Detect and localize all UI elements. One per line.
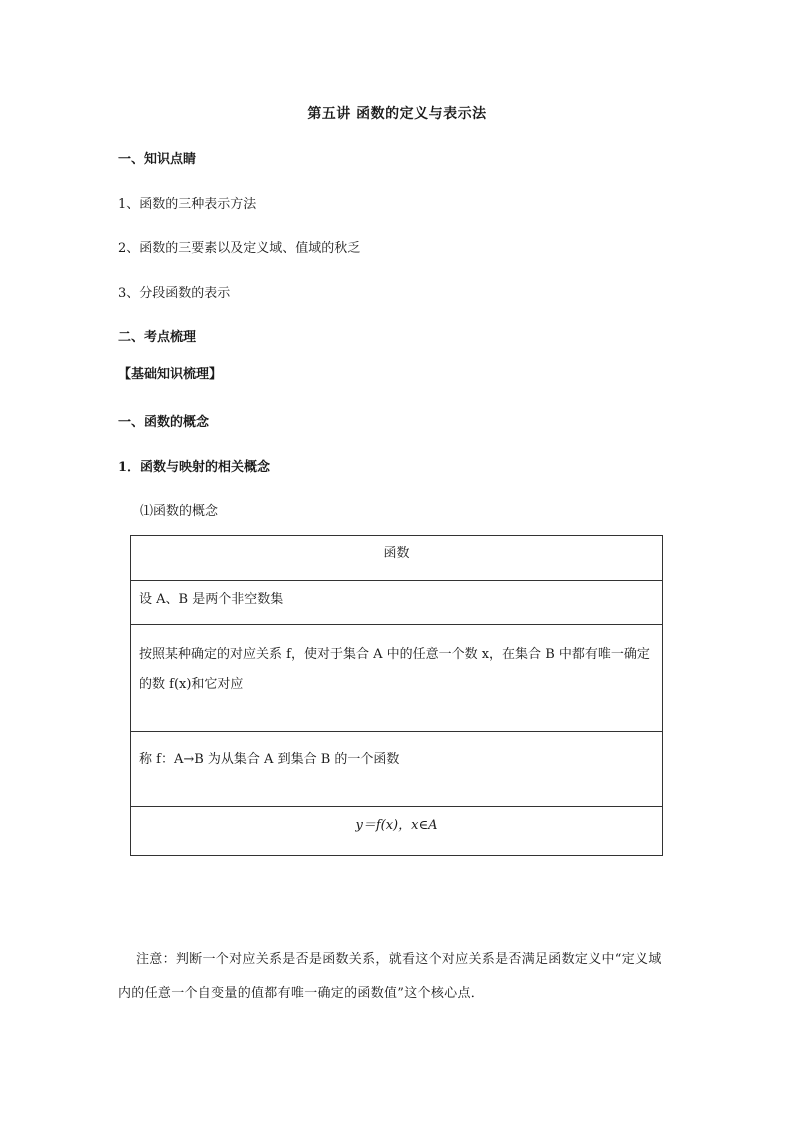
section-heading-review: 二、考点梳理 bbox=[118, 330, 197, 345]
sub-heading-function-concept: 一、函数的概念 bbox=[118, 415, 210, 430]
bracket-heading: 【基础知识梳理】 bbox=[118, 367, 223, 382]
page-title: 第五讲 函数的定义与表示法 bbox=[307, 106, 487, 122]
table-row-formula: y＝f(x)，x∈A bbox=[355, 818, 438, 833]
table-row: 设 A、B 是两个非空数集 bbox=[131, 581, 662, 625]
point-sub-heading: ⑴函数的概念 bbox=[140, 504, 219, 519]
table-row: 按照某种确定的对应关系 f，使对于集合 A 中的任意一个数 x，在集合 B 中都有唯一确定的数 f(x)和它对应 bbox=[131, 625, 662, 732]
section-heading-knowledge: 一、知识点睛 bbox=[118, 152, 197, 167]
list-item: 1、函数的三种表示方法 bbox=[118, 197, 257, 212]
list-item: 2、函数的三要素以及定义域、值域的秋乏 bbox=[118, 241, 361, 256]
list-item: 3、分段函数的表示 bbox=[118, 286, 231, 301]
note-paragraph: 注意：判断一个对应关系是否是函数关系，就看这个对应关系是否满足函数定义中“定义域内的任意一个自变量的值都有唯一确定的函数值”这个核心点． bbox=[118, 952, 662, 1001]
point-heading: 1．函数与映射的相关概念 bbox=[118, 460, 271, 475]
table-header: 函数 bbox=[131, 536, 662, 581]
definition-table bbox=[130, 535, 663, 856]
table-row: 称 f：A→B 为从集合 A 到集合 B 的一个函数 bbox=[131, 732, 662, 807]
